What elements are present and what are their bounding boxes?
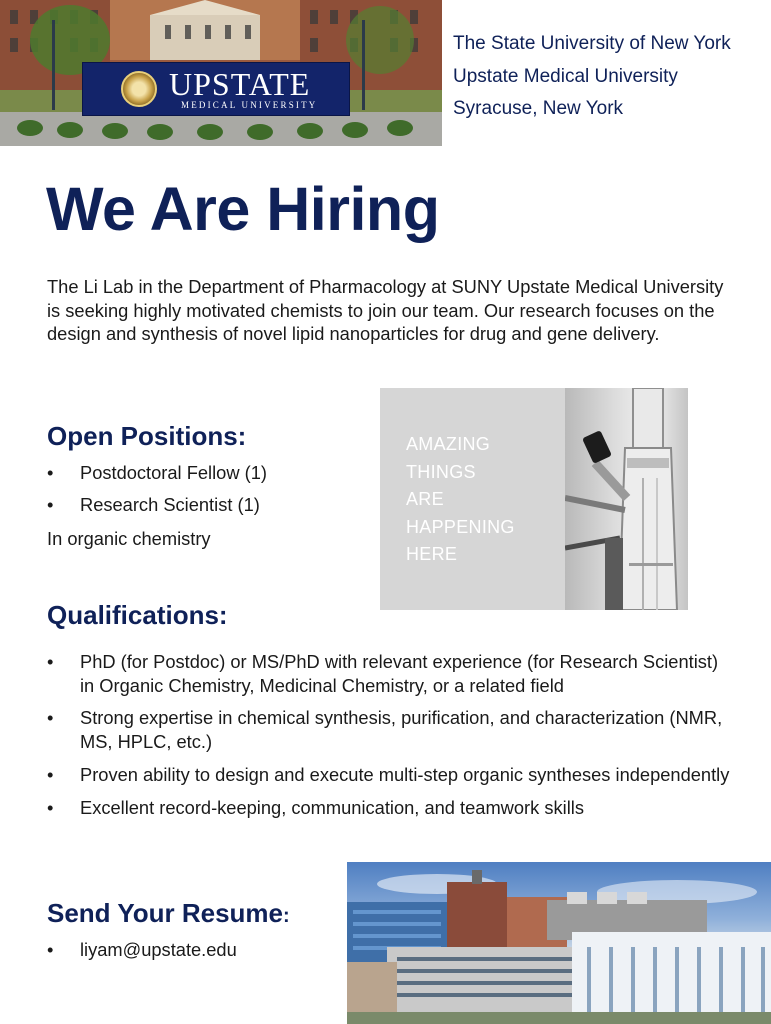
amazing-slogan — [406, 431, 515, 569]
qualification-text: PhD (for Postdoc) or MS/PhD with relevant experience (for Research Scientist) in Organic Chemistry, Medicinal Chemistry, or a related field — [80, 651, 719, 696]
list-item — [47, 650, 737, 697]
upstate-logo-banner — [82, 62, 350, 116]
list-item — [47, 763, 737, 787]
contact-email[interactable]: liyam@upstate.edu — [80, 939, 237, 960]
flask-illustration — [565, 388, 688, 610]
hospital-illustration — [347, 862, 771, 1024]
slogan-line: AMAZING — [406, 434, 491, 454]
logo-wordmark: UPSTATE — [169, 66, 311, 102]
send-resume-label: Send Your Resume — [47, 898, 283, 928]
slogan-line: HERE — [406, 544, 458, 564]
qualifications-list — [47, 650, 737, 828]
logo-subtitle: MEDICAL UNIVERSITY — [181, 100, 318, 110]
slogan-line: HAPPENING — [406, 516, 515, 537]
qualification-text: Excellent record-keeping, communication, and teamwork skills — [80, 796, 584, 818]
header-line-suny: The State University of New York — [453, 33, 731, 54]
qualification-text: Strong expertise in chemical synthesis, purification, and characterization (NMR, MS, HPLC, etc.) — [80, 707, 723, 752]
bullet-icon: • — [47, 707, 54, 729]
slogan-line: ARE — [406, 489, 444, 509]
send-resume-heading — [47, 898, 290, 931]
bullet-icon: • — [47, 796, 54, 818]
send-resume-colon: : — [283, 905, 290, 927]
positions-note: In organic chemistry — [47, 528, 211, 549]
qualifications-heading: Qualifications: — [47, 600, 228, 630]
hospital-photo — [347, 862, 771, 1024]
list-item — [47, 706, 737, 753]
amazing-text-box — [380, 388, 565, 610]
position-text: Research Scientist (1) — [80, 494, 260, 516]
bullet-icon: • — [47, 651, 54, 672]
bullet-icon: • — [47, 763, 54, 785]
lab-flask-photo — [565, 388, 688, 610]
list-item — [47, 796, 737, 820]
header-line-location: Syracuse, New York — [453, 98, 624, 119]
slogan-line: THINGS — [406, 461, 476, 482]
bullet-icon: • — [47, 939, 54, 960]
open-positions-heading: Open Positions: — [47, 421, 247, 451]
page-title: We Are Hiring — [46, 175, 440, 243]
institution-header — [453, 28, 731, 126]
university-seal-icon — [121, 71, 157, 107]
position-text: Postdoctoral Fellow (1) — [80, 462, 267, 483]
amazing-things-panel — [380, 388, 688, 610]
campus-photo — [0, 0, 442, 146]
intro-paragraph: The Li Lab in the Department of Pharmacology at SUNY Upstate Medical University is seeking highly motivated chemists to join our team. Our research focuses on the design and synthesis of novel lipid nanoparticles for drug and gene delivery. — [47, 276, 724, 345]
qualification-text: Proven ability to design and execute multi-step organic syntheses independently — [80, 763, 730, 785]
bullet-icon: • — [47, 462, 54, 483]
bullet-icon: • — [47, 494, 54, 516]
header-line-upstate: Upstate Medical University — [453, 65, 678, 87]
